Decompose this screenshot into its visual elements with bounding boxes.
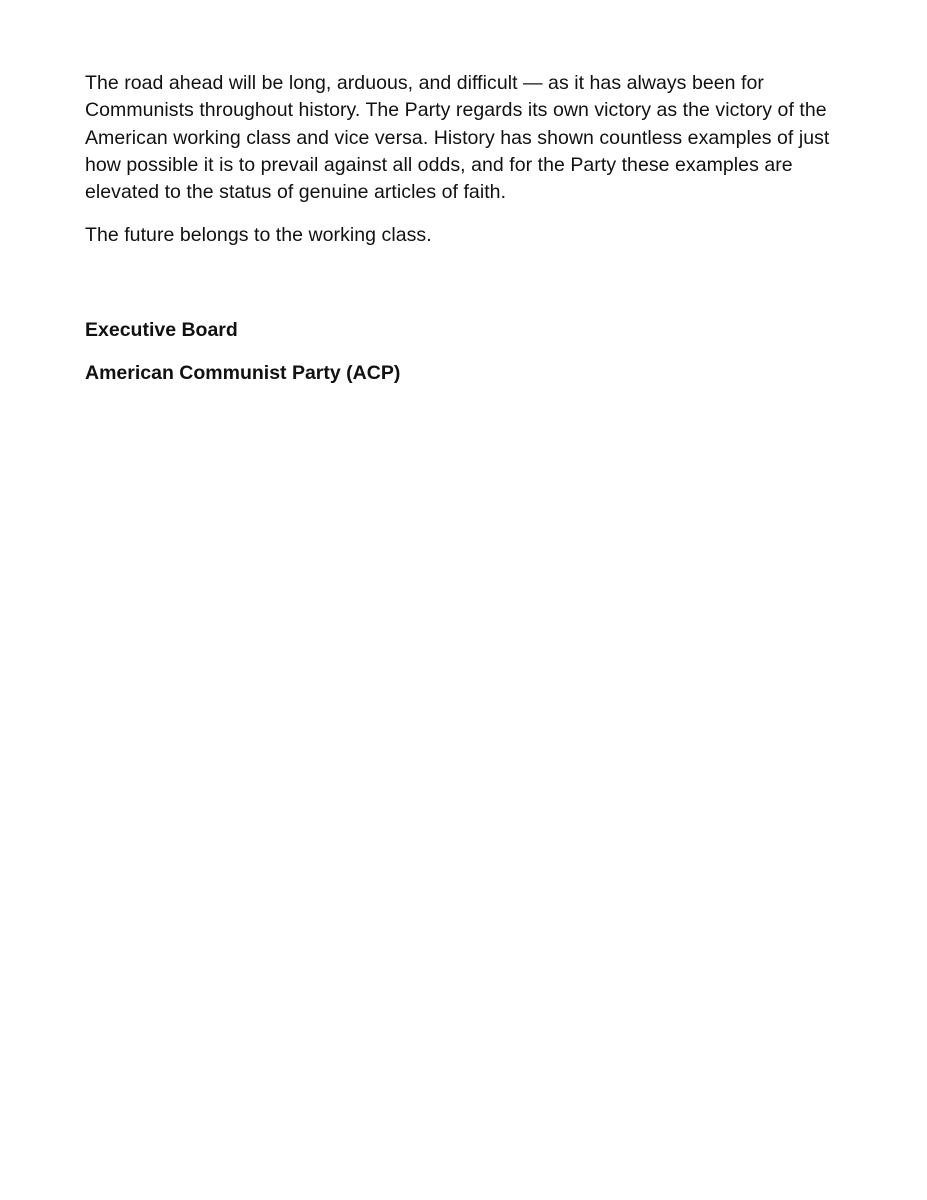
body-paragraph: The road ahead will be long, arduous, and difficult — as it has always been for Communists throughout history. The Party regards its own victory as the victory of the American working class and vice versa. History has shown countless examples of just how possible it is to prevail against all odds, and for the Party these examples are elevated to the status of genuine articles of faith. bbox=[85, 72, 830, 204]
closing-paragraph: The future belongs to the working class. bbox=[85, 224, 432, 247]
document-page bbox=[85, 70, 845, 403]
signature-spacer bbox=[85, 266, 845, 317]
signature-organization: American Communist Party (ACP) bbox=[85, 361, 401, 384]
signature-board: Executive Board bbox=[85, 318, 238, 341]
